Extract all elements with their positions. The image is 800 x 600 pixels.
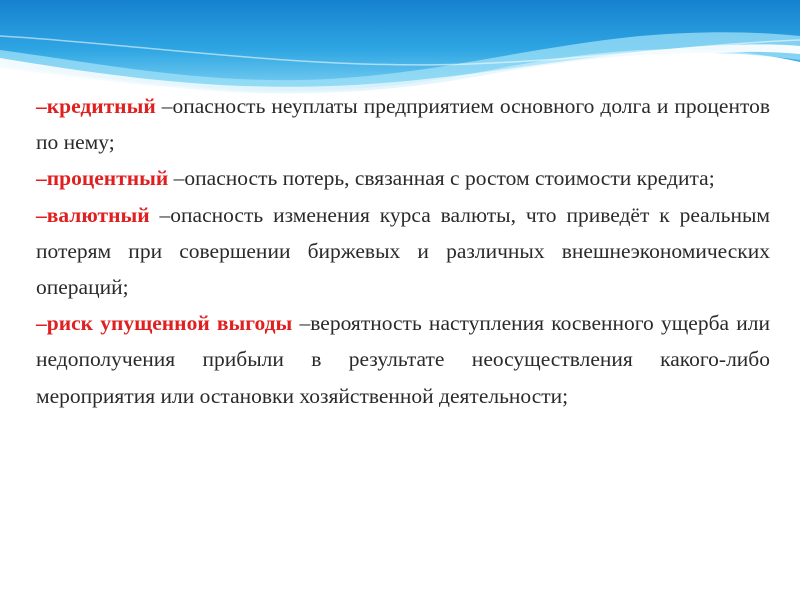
list-item xyxy=(36,305,770,414)
definition-lost-profit: –вероятность наступления косвенного ущерба или недополучения прибыли в результате неосуществления какого-либо мероприятия или остановки хозяйственной деятельности; xyxy=(36,311,770,408)
definitions-list xyxy=(36,88,770,414)
term-interest: –процентный xyxy=(36,166,169,191)
term-currency: –валютный xyxy=(36,202,150,227)
definition-credit: –опасность неуплаты предприятием основного долга и процентов по нему; xyxy=(36,94,770,155)
list-item xyxy=(36,88,770,160)
list-item xyxy=(36,160,770,196)
definition-currency: –опасность изменения курса валюты, что приведёт к реальным потерям при совершении биржевых и различных внешнеэкономических операций; xyxy=(36,202,770,300)
definition-interest: –опасность потерь, связанная с ростом стоимости кредита; xyxy=(168,166,715,191)
list-item xyxy=(36,197,770,306)
term-lost-profit: –риск упущенной выгоды xyxy=(36,311,293,336)
term-credit: –кредитный xyxy=(36,94,156,118)
